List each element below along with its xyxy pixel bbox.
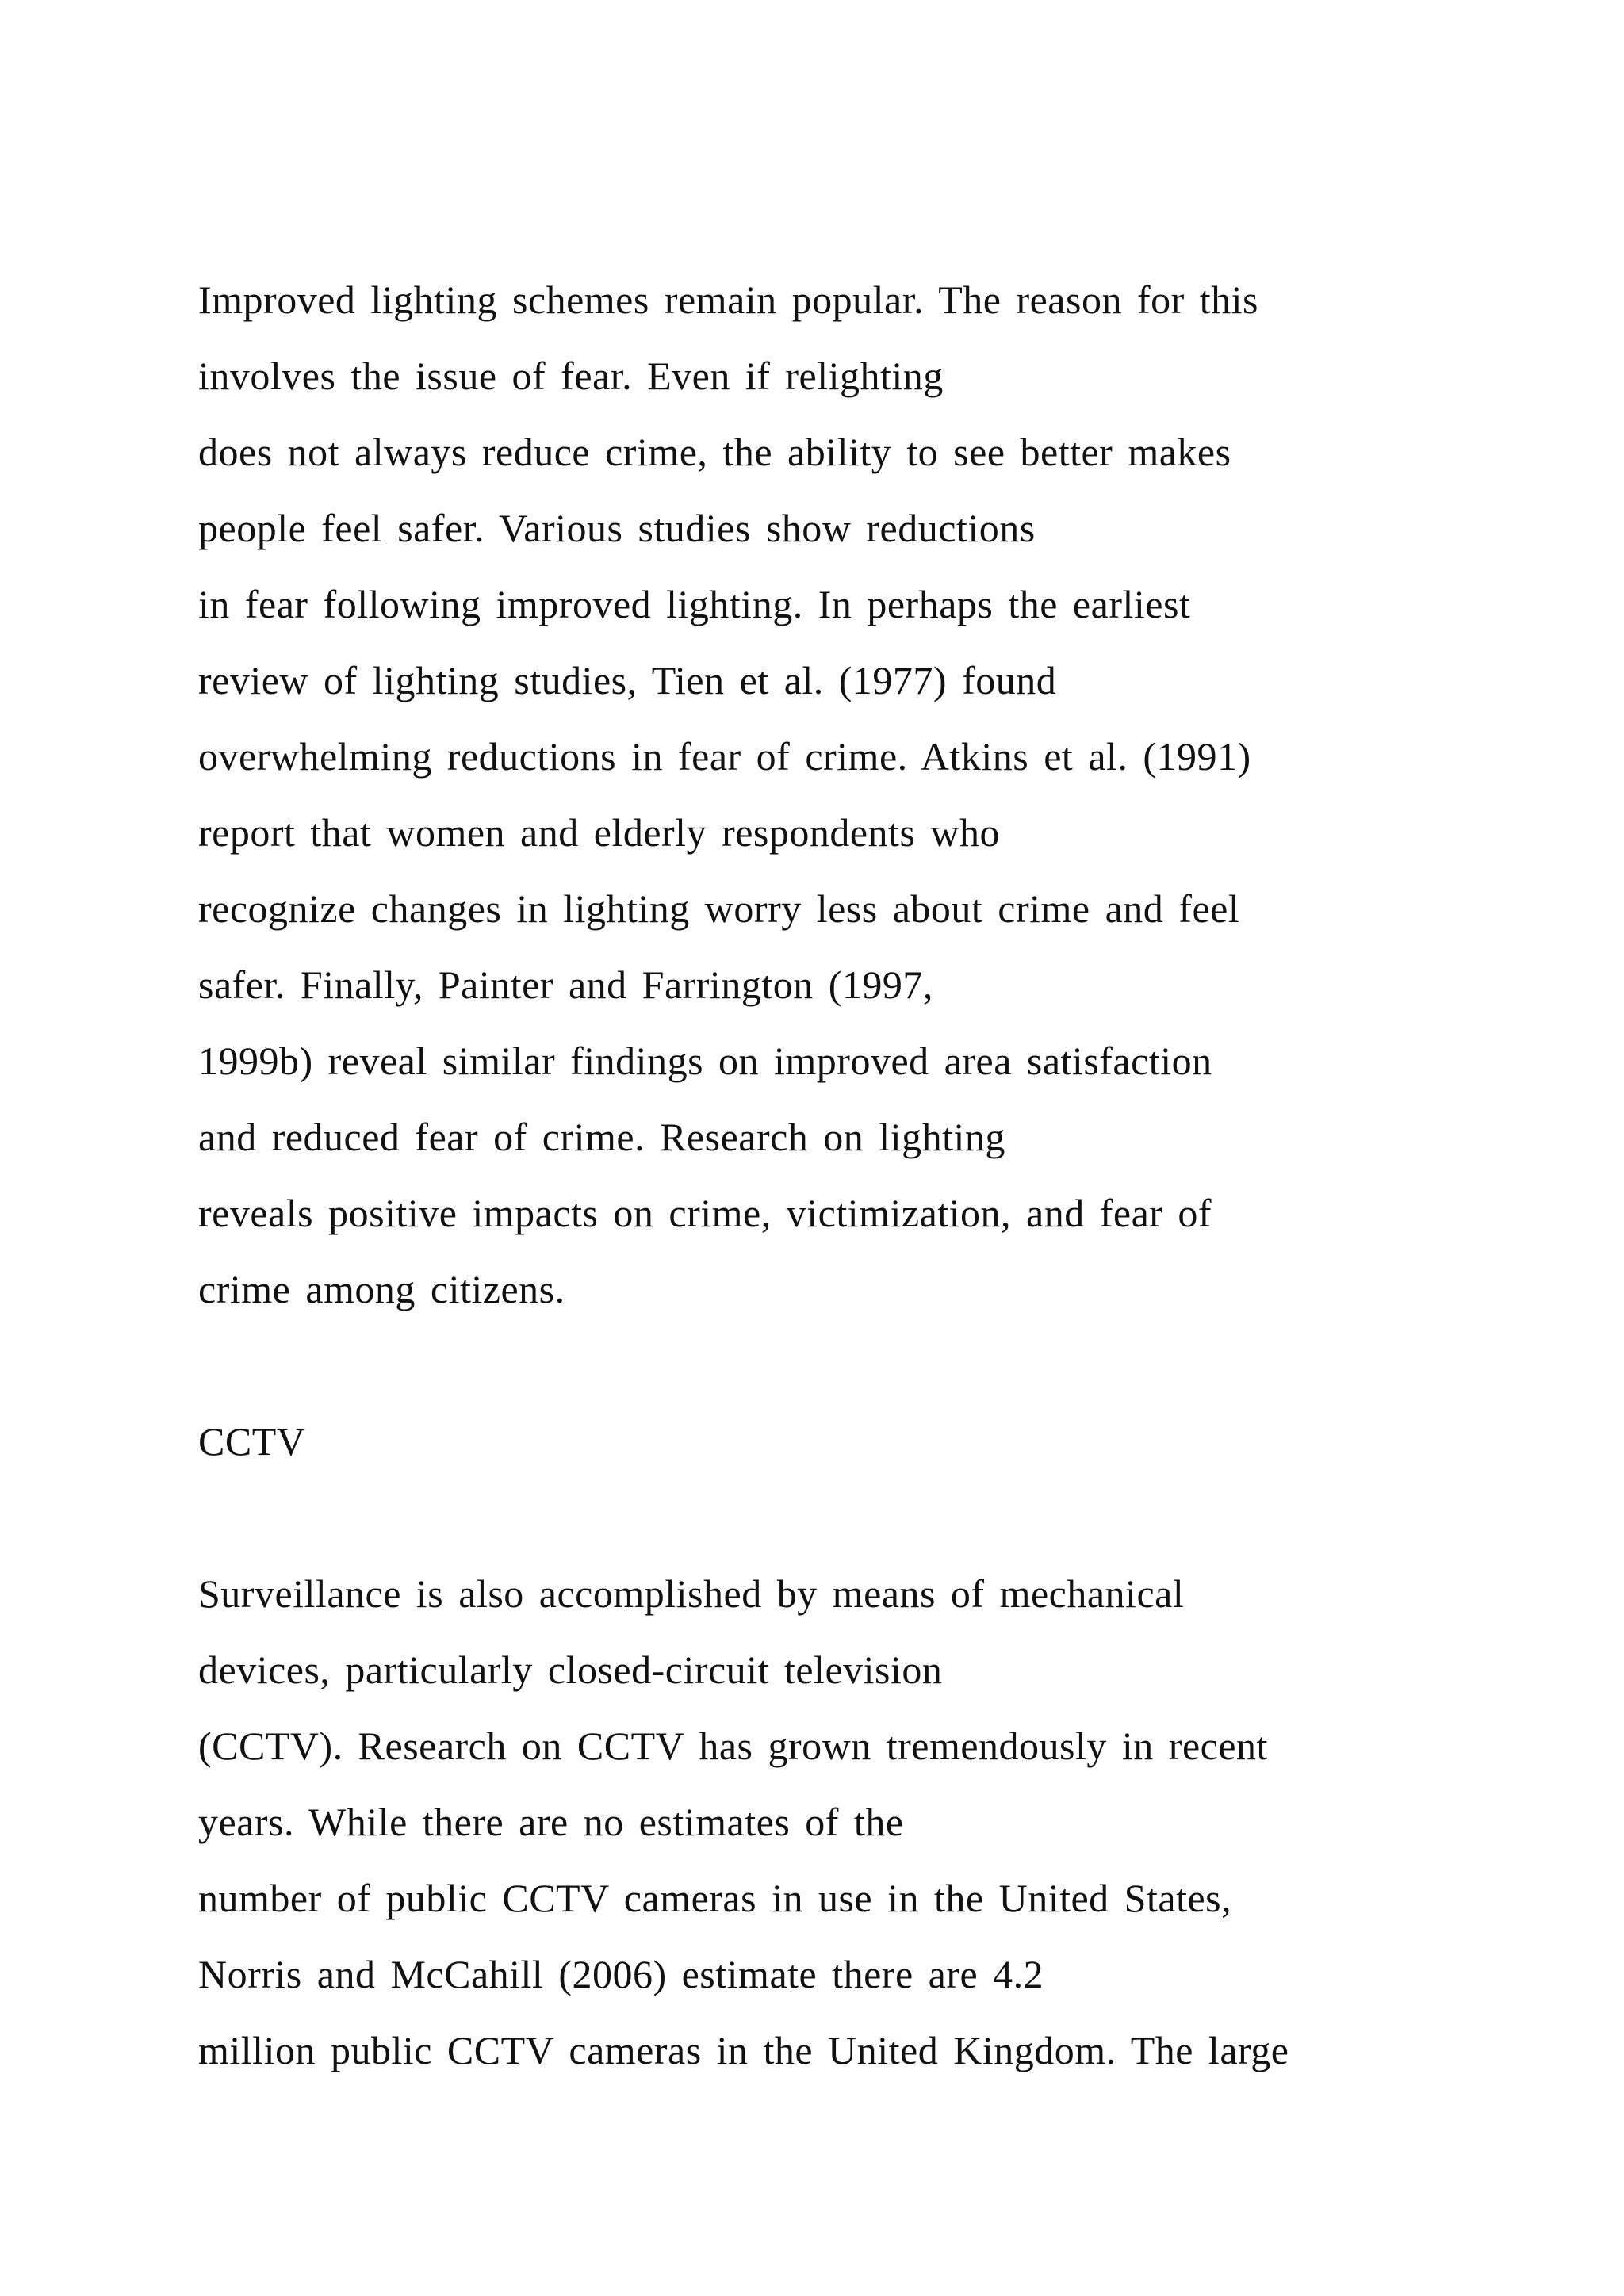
paragraph-spacer — [198, 1479, 1515, 1556]
text-line: million public CCTV cameras in the United Kingdom. The large — [198, 2028, 1289, 2072]
text-line: overwhelming reductions in fear of crime. Atkins et al. (1991) — [198, 734, 1251, 779]
text-line: recognize changes in lighting worry less about crime and feel — [198, 886, 1240, 931]
text-line: years. While there are no estimates of the — [198, 1800, 904, 1844]
text-line: involves the issue of fear. Even if relighting — [198, 354, 944, 398]
paragraph-cctv — [198, 1556, 1515, 2088]
text-line: crime among citizens. — [198, 1267, 565, 1311]
text-line: review of lighting studies, Tien et al. (1977) found — [198, 658, 1057, 702]
paragraph-lighting — [198, 262, 1515, 1327]
document-body — [198, 262, 1515, 2088]
text-line: Surveillance is also accomplished by means of mechanical — [198, 1571, 1185, 1616]
section-heading: CCTV — [198, 1419, 306, 1464]
paragraph-spacer — [198, 1327, 1515, 1403]
text-line: 1999b) reveal similar findings on improved area satisfaction — [198, 1039, 1212, 1083]
text-line: Improved lighting schemes remain popular. The reason for this — [198, 277, 1258, 322]
text-line: devices, particularly closed-circuit television — [198, 1647, 943, 1692]
text-line: number of public CCTV cameras in use in the United States, — [198, 1876, 1232, 1920]
text-line: Norris and McCahill (2006) estimate there are 4.2 — [198, 1952, 1044, 1996]
text-line: (CCTV). Research on CCTV has grown tremendously in recent — [198, 1724, 1268, 1768]
text-line: reveals positive impacts on crime, victimization, and fear of — [198, 1191, 1212, 1235]
text-line: does not always reduce crime, the ability to see better makes — [198, 430, 1231, 474]
text-line: safer. Finally, Painter and Farrington (1997, — [198, 962, 933, 1007]
text-line: people feel safer. Various studies show reductions — [198, 506, 1036, 550]
text-line: report that women and elderly respondents who — [198, 810, 1001, 855]
text-line: and reduced fear of crime. Research on lighting — [198, 1115, 1005, 1159]
text-line: in fear following improved lighting. In perhaps the earliest — [198, 582, 1191, 626]
